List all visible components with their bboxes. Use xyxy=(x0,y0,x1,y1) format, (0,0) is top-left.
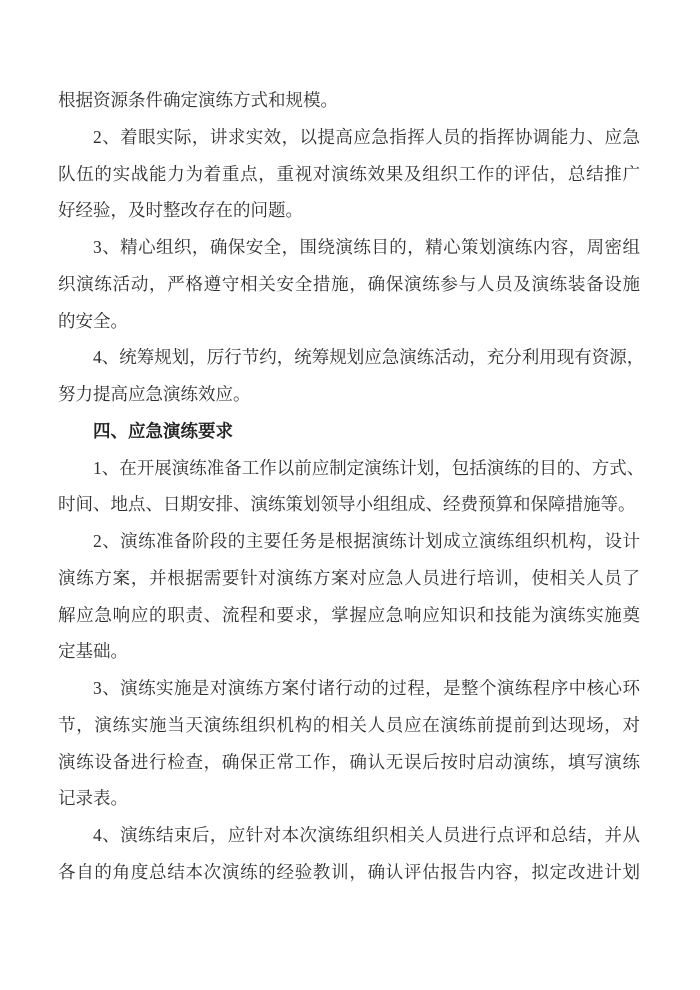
text-line: 记录表。 xyxy=(58,788,128,809)
text-line: 的安全。 xyxy=(58,310,128,331)
text-line: 节，演练实施当天演练组织机构的相关人员应在演练前提前到达现场，对 xyxy=(58,714,640,735)
paragraph xyxy=(58,817,640,891)
section-heading xyxy=(58,413,640,450)
text-line: 努力提高应急演练效应。 xyxy=(58,384,251,404)
text-line: 2、演练准备阶段的主要任务是根据演练计划成立演练组织机构，设计 xyxy=(93,531,640,551)
text-line: 3、精心组织，确保安全，围绕演练目的，精心策划演练内容，周密组 xyxy=(93,237,640,257)
text-line: 织演练活动，严格遵守相关安全措施，确保演练参与人员及演练装备设施 xyxy=(58,273,640,294)
paragraph xyxy=(58,670,640,817)
text-line: 2、着眼实际，讲求实效，以提高应急指挥人员的指挥协调能力、应急 xyxy=(93,126,640,147)
text-line: 3、演练实施是对演练方案付诸行动的过程，是整个演练程序中核心环 xyxy=(93,678,640,698)
text-line: 根据资源条件确定演练方式和规模。 xyxy=(58,90,338,110)
text-line: 队伍的实战能力为着重点，重视对演练效果及组织工作的评估，总结推广 xyxy=(58,163,640,184)
paragraph xyxy=(58,450,645,524)
section-heading-text: 四、应急演练要求 xyxy=(93,420,233,441)
paragraph xyxy=(58,229,640,339)
paragraph xyxy=(58,523,640,670)
text-line: 演练方案，并根据需要针对演练方案对应急人员进行培训，使相关人员了 xyxy=(58,567,640,588)
text-line: 定基础。 xyxy=(58,641,128,662)
text-line: 1、在开展演练准备工作以前应制定演练计划，包括演练的目的、方式、 xyxy=(93,457,645,478)
text-line: 解应急响应的职责、流程和要求，掌握应急响应知识和技能为演练实施奠 xyxy=(58,604,640,625)
document-body xyxy=(58,82,645,891)
paragraph xyxy=(58,82,640,119)
paragraph xyxy=(58,339,645,413)
text-line: 各自的角度总结本次演练的经验教训，确认评估报告内容，拟定改进计划 xyxy=(58,861,640,882)
text-line: 时间、地点、日期安排、演练策划领导小组组成、经费预算和保障措施等。 xyxy=(58,494,636,515)
text-line: 4、演练结束后，应针对本次演练组织相关人员进行点评和总结，并从 xyxy=(93,825,640,845)
text-line: 演练设备进行检查，确保正常工作，确认无误后按时启动演练，填写演练 xyxy=(58,751,640,772)
paragraph xyxy=(58,119,640,229)
text-line: 4、统筹规划，厉行节约，统筹规划应急演练活动，充分利用现有资源， xyxy=(93,347,645,368)
text-line: 好经验，及时整改存在的问题。 xyxy=(58,200,303,221)
